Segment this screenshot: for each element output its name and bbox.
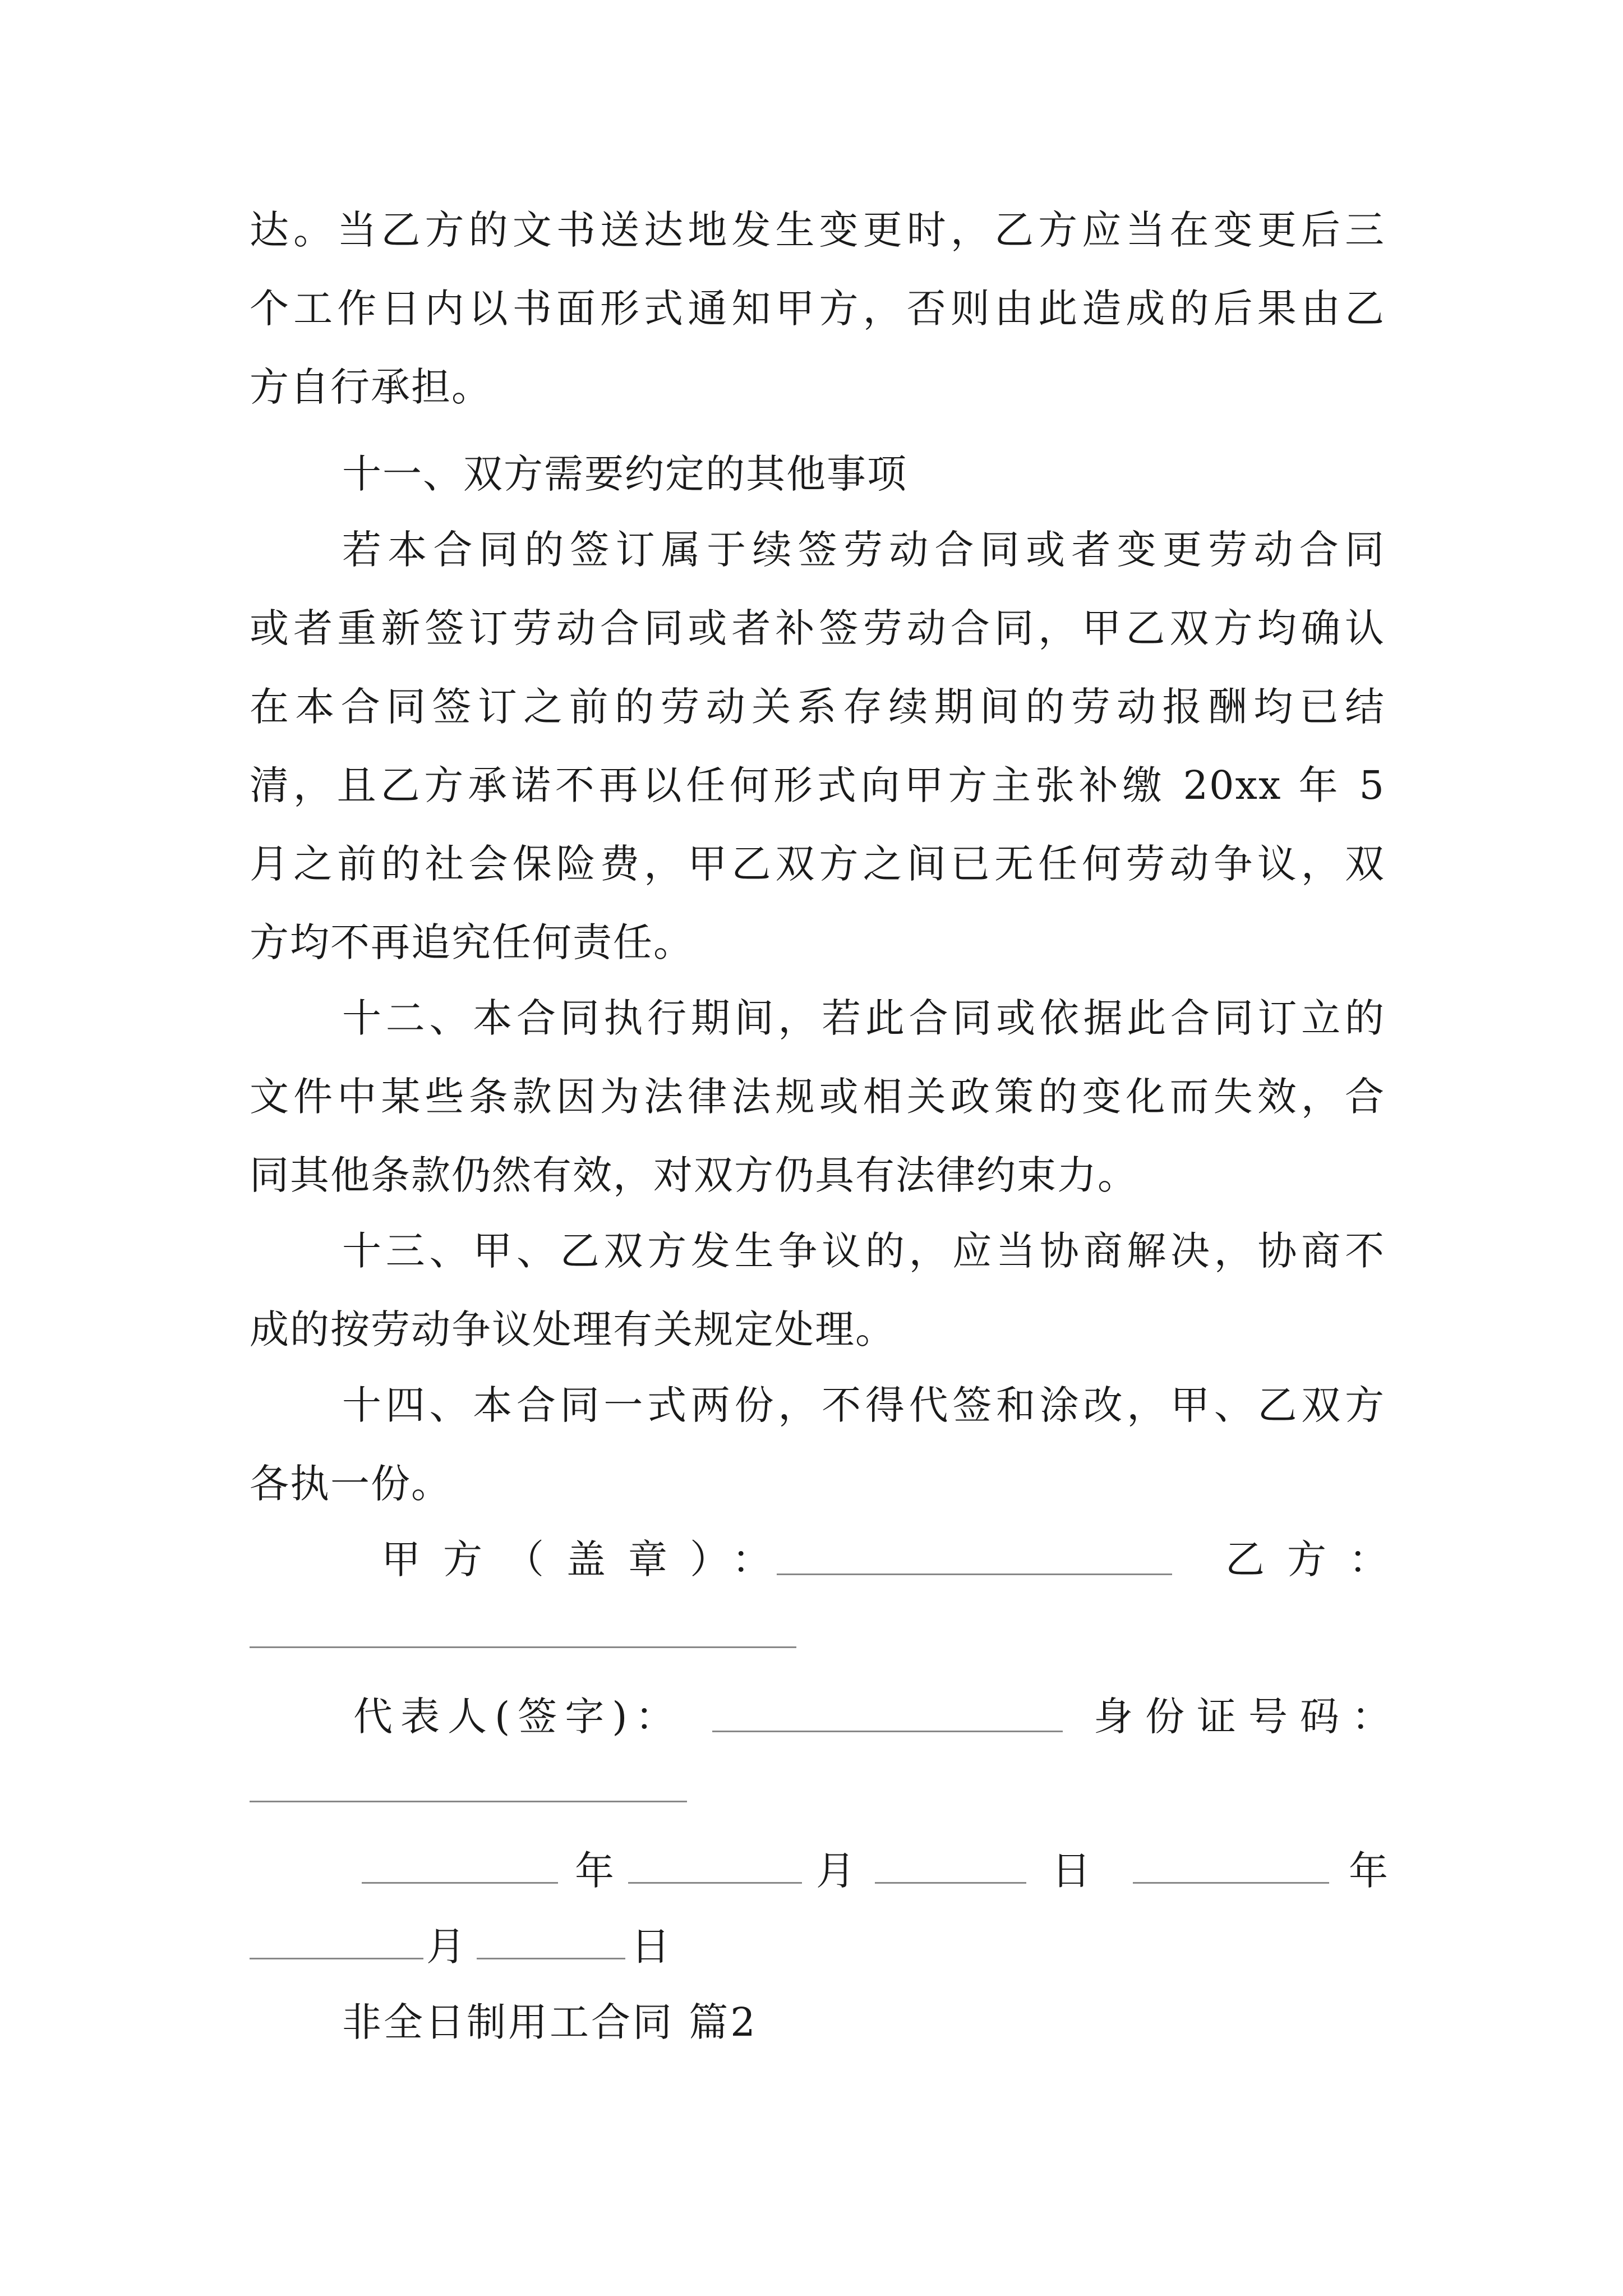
paragraph-line: 方均不再追究任何责任。 bbox=[250, 919, 694, 965]
year-label: 年 bbox=[575, 1848, 614, 1894]
paragraph-line: 十二、本合同执行期间，若此合同或依据此合同订立的 bbox=[342, 995, 1385, 1041]
day-label-b: 日 bbox=[631, 1924, 670, 1970]
date-month-blank-b bbox=[250, 1958, 423, 1959]
date-year-blank bbox=[362, 1882, 558, 1884]
day-label: 日 bbox=[1052, 1848, 1091, 1894]
party-b-label: 乙方： bbox=[1225, 1536, 1410, 1582]
party-a-blank bbox=[777, 1573, 1172, 1575]
section-heading: 十一、双方需要约定的其他事项 bbox=[342, 451, 907, 497]
month-label-b: 月 bbox=[426, 1924, 465, 1970]
paragraph-line: 成的按劳动争议处理有关规定处理。 bbox=[250, 1306, 896, 1352]
party-b-blank bbox=[250, 1646, 796, 1648]
date-day-blank bbox=[875, 1882, 1026, 1884]
party-a-label: 甲方（盖章）： bbox=[381, 1536, 794, 1582]
paragraph-line: 文件中某些条款因为法律法规或相关政策的变化而失效，合 bbox=[250, 1074, 1385, 1120]
next-section-heading: 非全日制用工合同 篇2 bbox=[342, 1999, 758, 2045]
id-number-label: 身份证号码： bbox=[1094, 1694, 1403, 1740]
month-label: 月 bbox=[816, 1848, 855, 1894]
paragraph-line: 同其他条款仍然有效，对双方仍具有法律约束力。 bbox=[250, 1152, 1138, 1198]
paragraph-line: 在本合同签订之前的劳动关系存续期间的劳动报酬均已结 bbox=[250, 684, 1385, 730]
paragraph-line: 各执一份。 bbox=[250, 1461, 451, 1507]
date-day-blank-b bbox=[477, 1958, 625, 1959]
paragraph-line: 清，且乙方承诺不再以任何形式向甲方主张补缴 20xx 年 5 bbox=[250, 762, 1385, 808]
paragraph-line: 方自行承担。 bbox=[250, 364, 492, 410]
representative-label: 代表人(签字)： bbox=[353, 1694, 683, 1740]
paragraph-line: 个工作日内以书面形式通知甲方，否则由此造成的后果由乙 bbox=[250, 286, 1385, 332]
paragraph-line: 月之前的社会保险费，甲乙双方之间已无任何劳动争议，双 bbox=[250, 841, 1385, 887]
date-year-blank-b bbox=[1133, 1882, 1329, 1884]
paragraph-line: 十四、本合同一式两份，不得代签和涂改，甲、乙双方 bbox=[342, 1382, 1385, 1428]
id-number-blank bbox=[250, 1801, 687, 1802]
paragraph-line: 十三、甲、乙双方发生争议的，应当协商解决，协商不 bbox=[342, 1228, 1385, 1274]
date-month-blank bbox=[628, 1882, 802, 1884]
representative-blank bbox=[712, 1731, 1063, 1732]
paragraph-line: 达。当乙方的文书送达地发生变更时，乙方应当在变更后三 bbox=[250, 207, 1385, 253]
paragraph-line: 若本合同的签订属于续签劳动合同或者变更劳动合同 bbox=[342, 527, 1385, 573]
year-label-b: 年 bbox=[1349, 1848, 1388, 1894]
paragraph-line: 或者重新签订劳动合同或者补签劳动合同，甲乙双方均确认 bbox=[250, 605, 1385, 651]
